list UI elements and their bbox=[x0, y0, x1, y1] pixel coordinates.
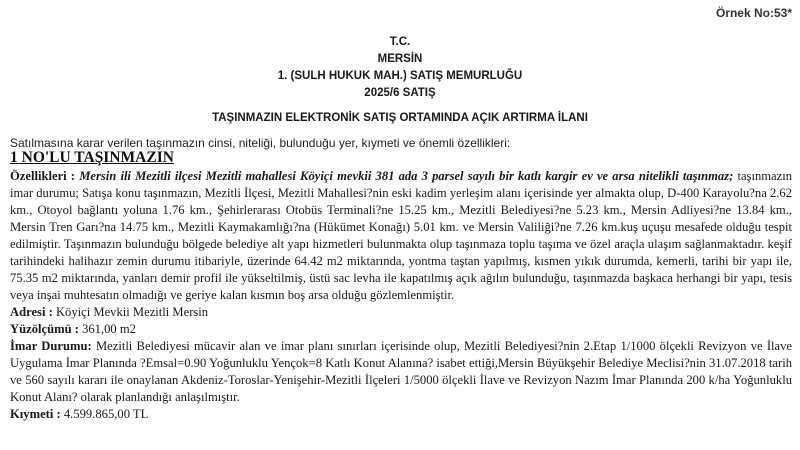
address-label: Adresi : bbox=[10, 305, 53, 319]
value-amount: 4.599.865,00 TL bbox=[63, 407, 149, 421]
document-number: Örnek No:53* bbox=[715, 6, 792, 20]
zoning-row bbox=[10, 338, 792, 406]
zoning-label: İmar Durumu: bbox=[10, 339, 92, 353]
intro-text: Satılmasına karar verilen taşınmazın cinsi, niteliği, bulunduğu yer, kıymeti ve önemli özellikleri: bbox=[10, 136, 511, 150]
features-paragraph bbox=[10, 168, 792, 304]
area-label: Yüzölçümü : bbox=[10, 322, 79, 336]
header-line-file: 2025/6 SATIŞ bbox=[364, 87, 436, 99]
address-row bbox=[10, 304, 792, 321]
features-label: Özellikleri : bbox=[10, 169, 76, 183]
value-label: Kıymeti : bbox=[10, 407, 61, 421]
value-row bbox=[10, 406, 792, 423]
area-row bbox=[10, 321, 792, 338]
address-value: Köyiçi Mevkii Mezitli Mersin bbox=[55, 305, 209, 319]
header-line-city: MERSİN bbox=[377, 53, 423, 65]
section-title: 1 NO'LU TAŞINMAZIN bbox=[10, 149, 174, 166]
property-details bbox=[10, 168, 792, 423]
area-value: 361,00 m2 bbox=[82, 322, 136, 336]
header-line-office: 1. (SULH HUKUK MAH.) SATIŞ MEMURLUĞU bbox=[277, 70, 523, 82]
features-summary: Mersin ili Mezitli ilçesi Mezitli mahallesi Köyiçi mevkii 381 ada 3 parsel sayılı bir katlı kargir ev ve arsa nitelikli taşınmaz; bbox=[79, 169, 734, 183]
features-description: taşınmazın imar durumu; Satışa konu taşınmazın, Mezitli İlçesi, Mezitli Mahallesi?nin eski kadim yerleşim alanı içerisinde yer almakta olup, D-400 Karayolu?na 2.62 km., Otoyol bağlantı yoluna 1.76 km., Şehirlerarası Otobüs Terminali?ne 15.25 km., Mezitli Belediyesi?ne 5.23 km., Mersin Adliyesi?ne 13.84 km., Mersin Tren Garı?na 14.75 km., Mezitli Kaymakamlığı?na (Hükümet Konağı) 5.01 km. ve Mersin Valiliği?ne 7.26 km.kuş uçuşu mesafede olduğu tespit edilmiştir. Taşınmazın bulunduğu bölgede belediye alt yapı hizmetleri bulunmakta olup taşınmaza toplu taşıma ve özel araçla ulaşım sağlanmaktadır. keşif tarihindeki halihazır zemin durumu itibariyle, üzerinde 64.42 m2 miktarında, yontma taştan yapılmış, kısmen yıkık durumda, kemerli, tarihi bir yapı ile, 75.35 m2 miktarında, yanları demir profil ile yükseltilmiş, üstü sac levha ile kapatılmış açık ağılın bulunduğu, taşınmazda başkaca herhangi bir yapı, tesis veya inşai muhtesatın olmadığı ve geriye kalan kısmın boş arsa olduğu gözlemlenmiştir. bbox=[10, 169, 793, 302]
zoning-value: Mezitli Belediyesi mücavir alan ve imar planı sınırları içerisinde olup, Mezitli Belediyesi?nin 2.Etap 1/1000 ölçekli Revizyon ve İlave Uygulama İmar Planında ?Emsal=0.90 Yoğunluklu Yençok=8 Katlı Konut Alanına? isabet ettiği,Mersin Büyükşehir Belediye Meclisi?nin 31.07.2018 tarih ve 560 sayılı kararı ile onaylanan Akdeniz-Toroslar-Yenişehir-Mezitli İlçeleri 1/5000 ölçekli İlave ve Revizyon Nazım İmar Planında 200 k/ha Yoğunluklu Konut Alanı? olarak planlandığı anlaşılmıştır. bbox=[10, 339, 792, 404]
header-line-tc: T.C. bbox=[389, 36, 411, 48]
office-header bbox=[0, 34, 800, 102]
announcement-title: TAŞINMAZIN ELEKTRONİK SATIŞ ORTAMINDA AÇIK ARTIRMA İLANI bbox=[212, 112, 588, 124]
